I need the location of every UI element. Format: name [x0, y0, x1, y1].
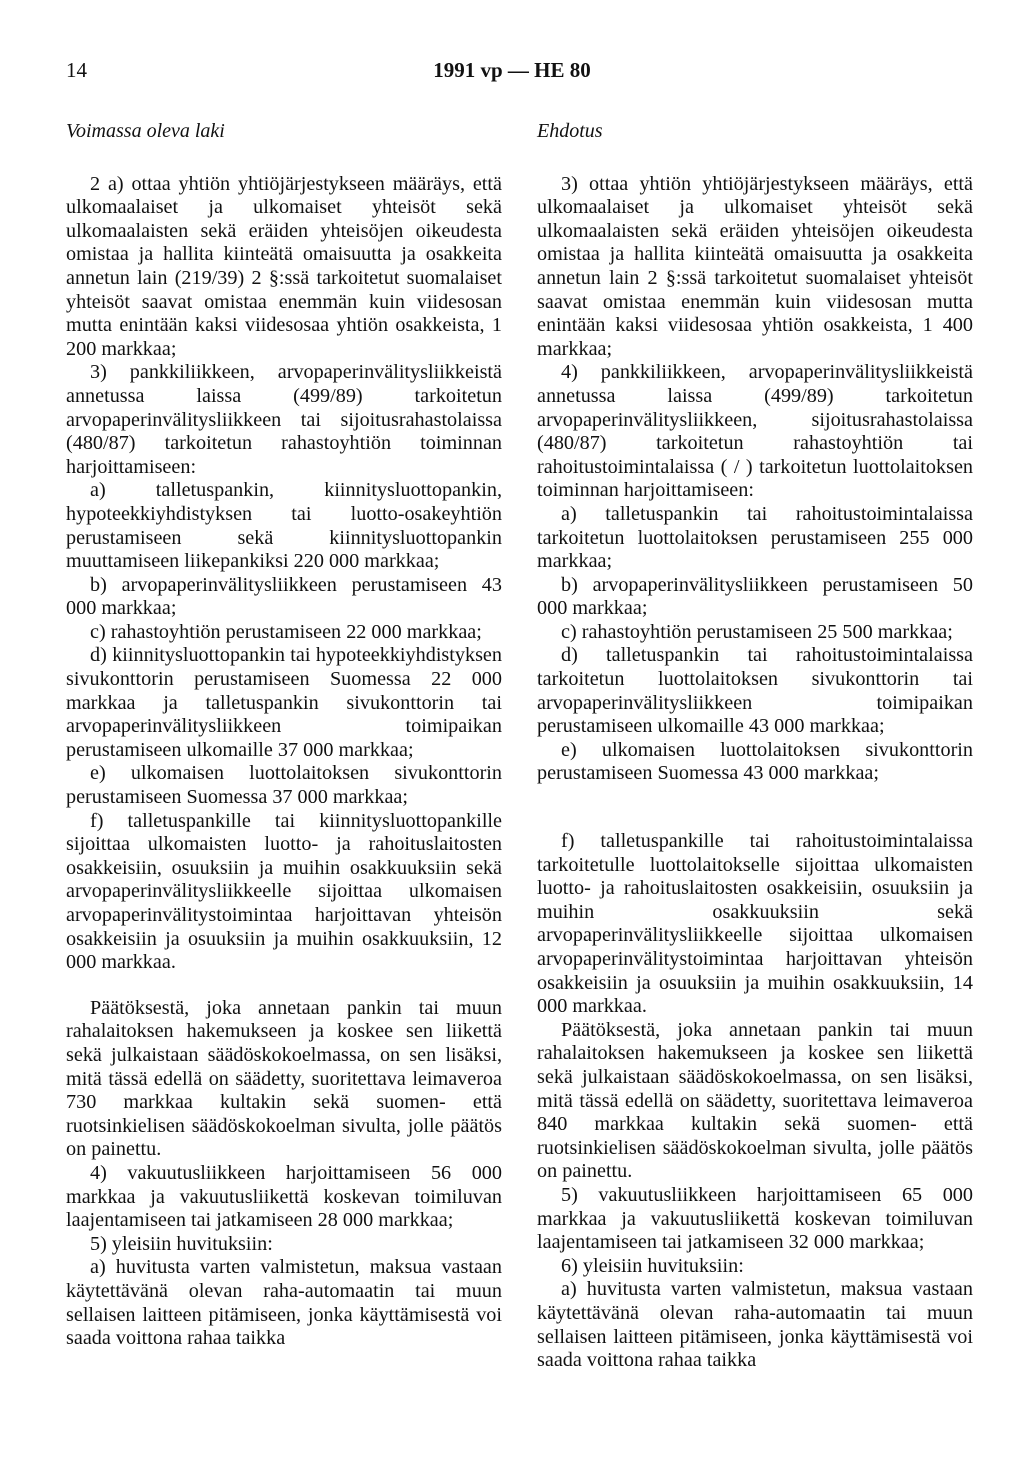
paragraph: d) kiinnitysluottopankin tai hypoteekkiyhdistyksen sivukonttorin perustamiseen Suomessa 22 000 markkaa ja talletuspankin sivukonttorin tai arvopaperinvälitysliikkeen toimipaikan perustamiseen ulkomaille 37 000 markkaa;	[66, 644, 502, 761]
paragraph: 4) vakuutusliikkeen harjoittamiseen 56 000 markkaa ja vakuutusliikettä koskevan toimiluvan laajentamiseen tai jatkamiseen 28 000 markkaa;	[66, 1161, 502, 1232]
page-number: 14	[66, 58, 87, 82]
paragraph: c) rahastoyhtiön perustamiseen 25 500 markkaa;	[561, 620, 953, 643]
paragraph: 4) pankkiliikkeen, arvopaperinvälitysliikkeistä annetussa laissa (499/89) tarkoitetun arvopaperinvälitysliikkeen, sijoitusrahastolaissa (480/87) tarkoitetun rahastoyhtiön tai rahoitustoimintalaissa ( / ) tarkoitetun luottolaitoksen toiminnan harjoittamiseen:	[537, 361, 973, 502]
paragraph: b) arvopaperinvälitysliikkeen perustamiseen 43 000 markkaa;	[66, 573, 502, 620]
right-column-proposal	[537, 120, 973, 1373]
paragraph: a) talletuspankin, kiinnitysluottopankin, hypoteekkiyhdistyksen tai luotto-osakeyhtiön perustamiseen sekä kiinnitysluottopankin muuttamiseen liikepankiksi 220 000 markkaa;	[66, 479, 502, 573]
paragraph: c) rahastoyhtiön perustamiseen 22 000 markkaa;	[90, 620, 482, 643]
paragraph: 5) yleisiin huvituksiin:	[90, 1232, 273, 1255]
paragraph: 6) yleisiin huvituksiin:	[561, 1254, 744, 1277]
paragraph: d) talletuspankin tai rahoitustoimintalaissa tarkoitetun luottolaitoksen sivukonttorin tai arvopaperinvälitysliikkeen toimipaikan perustamiseen ulkomaille 43 000 markkaa;	[537, 644, 973, 738]
paragraph: 5) vakuutusliikkeen harjoittamiseen 65 000 markkaa ja vakuutusliikettä koskevan toimiluvan laajentamiseen tai jatkamiseen 32 000 markkaa;	[537, 1183, 973, 1254]
paragraph: a) huvitusta varten valmistetun, maksua vastaan käytettävänä olevan raha-automaatin tai muun sellaisen laitteen pitämiseen, jonka käyttämisestä voi saada voittona rahaa taikka	[537, 1278, 973, 1372]
paragraph: Päätöksestä, joka annetaan pankin tai muun rahalaitoksen hakemukseen ja koskee sen liikettä sekä julkaistaan säädöskokoelmassa, on sen lisäksi, mitä tässä edellä on säädetty, suoritettava leimaveroa 730 markkaa kultakin sekä suomen- että ruotsinkielisen säädöskokoelman sivulta, jolle päätös on painettu.	[66, 996, 502, 1161]
paragraph: a) talletuspankin tai rahoitustoimintalaissa tarkoitetun luottolaitoksen perustamiseen 255 000 markkaa;	[537, 502, 973, 573]
paragraph: Päätöksestä, joka annetaan pankin tai muun rahalaitoksen hakemukseen ja koskee sen liikettä sekä julkaistaan säädöskokoelmassa, on sen lisäksi, mitä tässä edellä on säädetty, suoritettava leimaveroa 840 markkaa kultakin sekä suomen- että ruotsinkielisen säädöskokoelman sivulta, jolle päätös on painettu.	[537, 1018, 973, 1183]
paragraph: e) ulkomaisen luottolaitoksen sivukonttorin perustamiseen Suomessa 37 000 markkaa;	[66, 762, 502, 809]
paragraph: 3) ottaa yhtiön yhtiöjärjestykseen määräys, että ulkomaalaiset ja ulkomaiset yhteisöt sekä ulkomaalaisten sekä eräiden yhteisöjen oikeudesta omistaa ja hallita kiinteätä omaisuutta ja osakkeita annetun lain 2 §:ssä tarkoitetut suomalaiset yhteisöt saavat omistaa enemmän kuin viidesosan mutta enintään kaksi viidesosaa yhtiön osakkeista, 1 400 markkaa;	[537, 172, 973, 360]
paragraph: a) huvitusta varten valmistetun, maksua vastaan käytettävänä olevan raha-automaatin tai muun sellaisen laitteen pitämiseen, jonka käyttämisestä voi saada voittona rahaa taikka	[66, 1256, 502, 1350]
paragraph: f) talletuspankille tai kiinnitysluottopankille sijoittaa ulkomaisten luotto- ja rahoituslaitosten osakkeisiin, osuuksiin ja muihin osakkuuksiin sekä arvopaperinvälitysliikkeelle sijoittaa ulkomaisen arvopaperinvälitystoimintaa harjoittavan yhteisön osakkeisiin ja osuuksiin ja muihin osakkuuksiin, 12 000 markkaa.	[66, 809, 502, 974]
right-column-heading: Ehdotus	[537, 120, 603, 142]
left-column-current-law	[66, 120, 502, 1351]
paragraph: e) ulkomaisen luottolaitoksen sivukonttorin perustamiseen Suomessa 43 000 markkaa;	[537, 738, 973, 785]
running-head: 1991 vp — HE 80	[433, 58, 591, 82]
left-column-heading: Voimassa oleva laki	[66, 120, 225, 142]
paragraph: b) arvopaperinvälitysliikkeen perustamiseen 50 000 markkaa;	[537, 573, 973, 620]
paragraph: f) talletuspankille tai rahoitustoimintalaissa tarkoitetulle luottolaitokselle sijoittaa ulkomaisten luotto- ja rahoituslaitosten osakkeisiin, osuuksiin ja muihin osakkuuksiin sekä arvopaperinvälitysliikkeelle sijoittaa ulkomaisen arvopaperinvälitystoimintaa harjoittavan yhteisön osakkeisiin ja osuuksiin ja muihin osakkuuksiin, 14 000 markkaa.	[537, 830, 973, 1018]
paragraph: 3) pankkiliikkeen, arvopaperinvälitysliikkeistä annetussa laissa (499/89) tarkoitetun arvopaperinvälitysliikkeen tai sijoitusrahastolaissa (480/87) tarkoitetun rahastoyhtiön toiminnan harjoittamiseen:	[66, 361, 502, 478]
paragraph: 2 a) ottaa yhtiön yhtiöjärjestykseen määräys, että ulkomaalaiset ja ulkomaiset yhteisöt sekä ulkomaalaisten sekä eräiden yhteisöjen oikeudesta omistaa ja hallita kiinteätä omaisuutta ja osakkeita annetun lain (219/39) 2 §:ssä tarkoitetut suomalaiset yhteisöt saavat omistaa enemmän kuin viidesosan mutta enintään kaksi viidesosaa yhtiön osakkeista, 1 200 markkaa;	[66, 172, 502, 360]
